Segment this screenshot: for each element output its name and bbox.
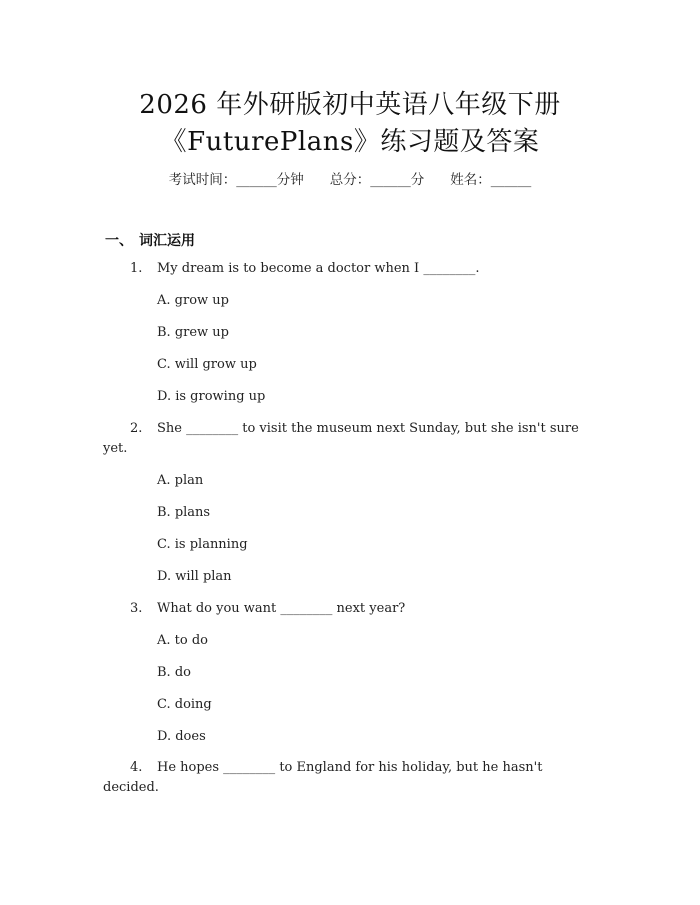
option: B. grew up: [157, 325, 230, 340]
question-number: 2.: [130, 421, 143, 436]
page-title-line-1: 2026 年外研版初中英语八年级下册: [139, 90, 561, 120]
question-number: 3.: [130, 601, 143, 616]
question-continuation: decided.: [103, 780, 159, 795]
question-text: My dream is to become a doctor when I ________.: [157, 261, 480, 276]
option: D. will plan: [157, 569, 232, 584]
option: A. plan: [157, 473, 204, 488]
option: A. to do: [157, 633, 208, 648]
question-1: [130, 261, 480, 276]
question-number: 1.: [130, 261, 143, 276]
total-score-field: 总分：______分: [329, 172, 425, 188]
exam-info-line: [0, 168, 700, 188]
option: D. does: [157, 729, 206, 744]
question-text: She ________ to visit the museum next Sunday, but she isn't sure: [157, 421, 579, 436]
page-title-line-2: 《FuturePlans》练习题及答案: [160, 127, 540, 157]
section-heading: [105, 230, 195, 250]
option: B. do: [157, 665, 191, 680]
question-text: What do you want ________ next year?: [157, 601, 406, 616]
option: B. plans: [157, 505, 211, 520]
question-3: [130, 601, 406, 616]
question-number: 4.: [130, 760, 143, 775]
exam-time-field: 考试时间：______分钟: [168, 172, 304, 188]
option: C. will grow up: [157, 357, 257, 372]
option: C. is planning: [157, 537, 248, 552]
option: C. doing: [157, 697, 212, 712]
question-text: He hopes ________ to England for his holiday, but he hasn't: [157, 760, 543, 775]
question-4: [130, 760, 543, 775]
section-number: 一、: [105, 233, 133, 249]
question-2: [130, 421, 579, 436]
option: D. is growing up: [157, 389, 266, 404]
student-name-field: 姓名：______: [450, 172, 532, 188]
section-title: 词汇运用: [139, 233, 195, 249]
option: A. grow up: [157, 293, 229, 308]
question-continuation: yet.: [103, 441, 128, 456]
